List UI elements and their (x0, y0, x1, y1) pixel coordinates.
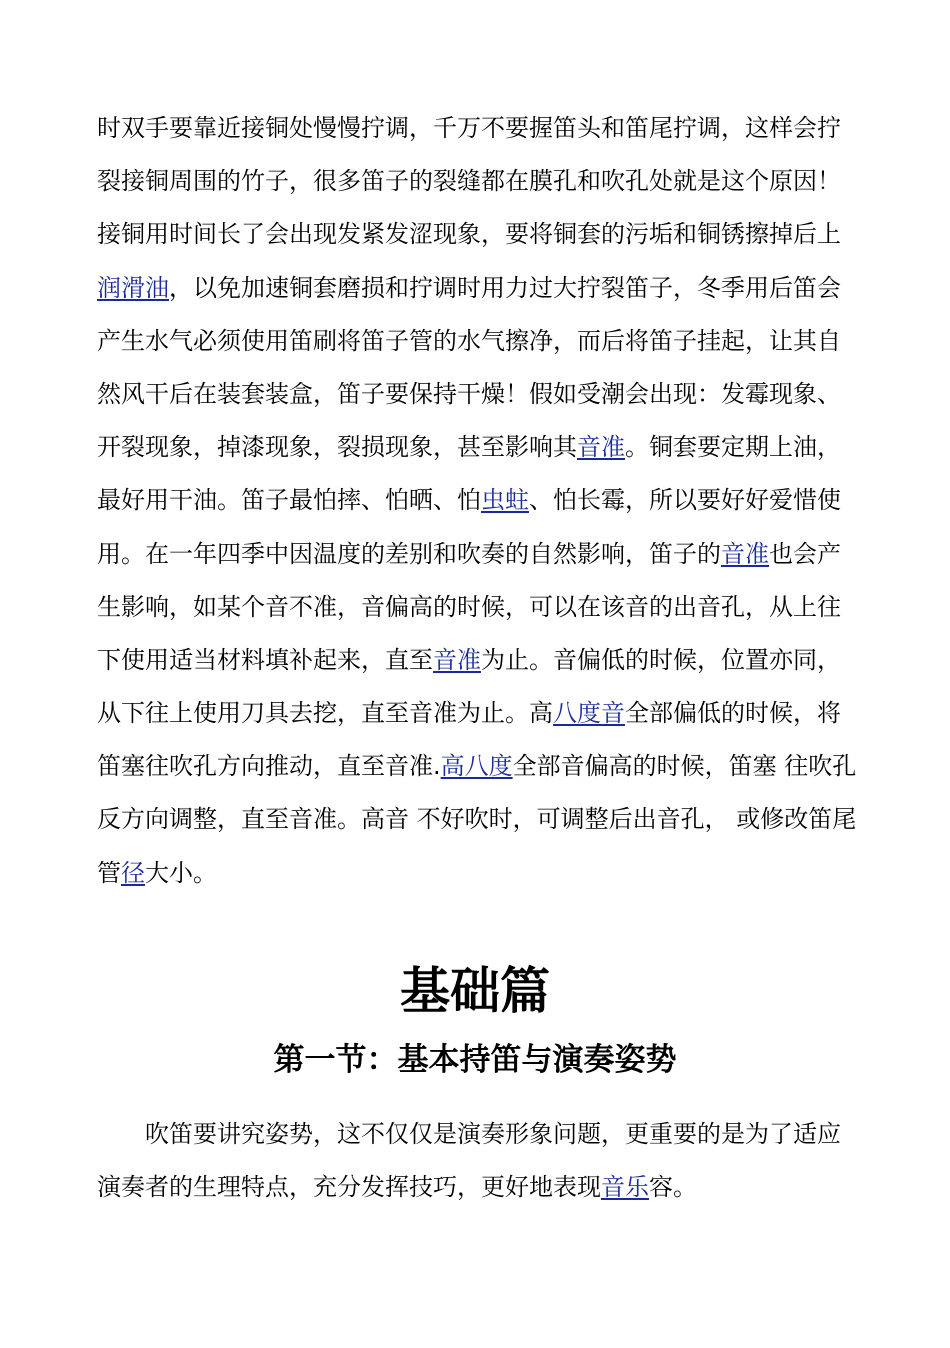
text-line (97, 1161, 877, 1214)
text-run: 。铜套要定期上油， (625, 433, 841, 462)
inline-link[interactable]: 高八度 (440, 752, 513, 781)
inline-link[interactable]: 音准 (577, 433, 625, 462)
inline-link[interactable]: 润滑油 (97, 273, 169, 302)
text-line (97, 421, 877, 474)
text-line (97, 528, 877, 581)
text-run: 最好用干油。笛子最怕摔、怕晒、怕 (97, 486, 481, 515)
text-run: 吹笛要讲究姿势，这不仅仅是演奏形象问题，更重要的是为了适应 (145, 1120, 841, 1148)
text-run: 接铜用时间长了会出现发紧发涩现象，要将铜套的污垢和铜锈擦掉后上 (97, 220, 841, 249)
text-run: 生影响，如某个音不准，音偏高的时候，可以在该音的出音孔，从上往 (97, 592, 841, 621)
text-run: 管 (97, 858, 121, 887)
text-line (97, 1108, 877, 1161)
text-line (97, 793, 877, 846)
text-run: 下使用适当材料填补起来，直至 (97, 645, 433, 674)
paragraph-flute-care (97, 102, 877, 900)
text-line (97, 102, 877, 155)
text-line (97, 208, 877, 261)
text-run: 时双手要靠近接铜处慢慢拧调，千万不要握笛头和笛尾拧调，这样会拧 (97, 114, 841, 142)
text-run: 然风干后在装套装盒，笛子要保持干燥！假如受潮会出现：发霉现象、 (97, 379, 841, 408)
text-line (97, 315, 877, 368)
text-line (97, 474, 877, 527)
chapter-title: 基础篇 (400, 962, 550, 1020)
paragraph-posture-intro (97, 1108, 877, 1214)
text-line (97, 687, 877, 740)
text-run: 全部偏低的时候，将 (625, 699, 841, 728)
text-line (97, 262, 877, 315)
text-line (97, 847, 877, 900)
text-run: 用。在一年四季中因温度的差别和吹奏的自然影响，笛子的 (97, 539, 721, 568)
text-run: 为止。音偏低的时候，位置亦同， (481, 645, 841, 674)
inline-link[interactable]: 虫蛀 (481, 486, 529, 515)
text-run: 笛塞往吹孔方向推动，直至音准. (97, 752, 441, 781)
text-run: 也会产 (769, 539, 841, 568)
inline-link[interactable]: 音准 (433, 645, 481, 674)
text-run: 、怕长霉，所以要好好爱惜使 (529, 486, 841, 515)
text-run: ，以免加速铜套磨损和拧调时用力过大拧裂笛子，冬季用后笛会 (169, 273, 841, 302)
text-run: 开裂现象，掉漆现象，裂损现象，甚至影响其 (97, 433, 577, 462)
text-run: 产生水气必须使用笛刷将笛子管的水气擦净，而后将笛子挂起，让其自 (97, 326, 841, 355)
text-run: 反方向调整，直至音准。高音 不好吹时，可调整后出音孔， 或修改笛尾 (97, 805, 857, 834)
text-run: 从下往上使用刀具去挖，直至音准为止。高 (97, 699, 553, 728)
text-run: 演奏者的生理特点，充分发挥技巧，更好地表现 (97, 1173, 601, 1202)
text-line (97, 155, 877, 208)
text-line (97, 634, 877, 687)
text-run: 大小。 (145, 858, 217, 887)
inline-link[interactable]: 径 (121, 858, 145, 887)
text-run: 裂接铜周围的竹子，很多笛子的裂缝都在膜孔和吹孔处就是这个原因！ (97, 167, 841, 196)
inline-link[interactable]: 八度音 (553, 699, 625, 728)
inline-link[interactable]: 音乐 (601, 1173, 649, 1202)
section-title: 第一节：基本持笛与演奏姿势 (273, 1042, 677, 1078)
inline-link[interactable]: 音准 (721, 539, 769, 568)
text-line (97, 368, 877, 421)
text-run: 容。 (649, 1173, 697, 1202)
text-line (97, 740, 877, 793)
text-run: 全部音偏高的时候，笛塞 往吹孔 (512, 752, 857, 781)
text-line (97, 581, 877, 634)
